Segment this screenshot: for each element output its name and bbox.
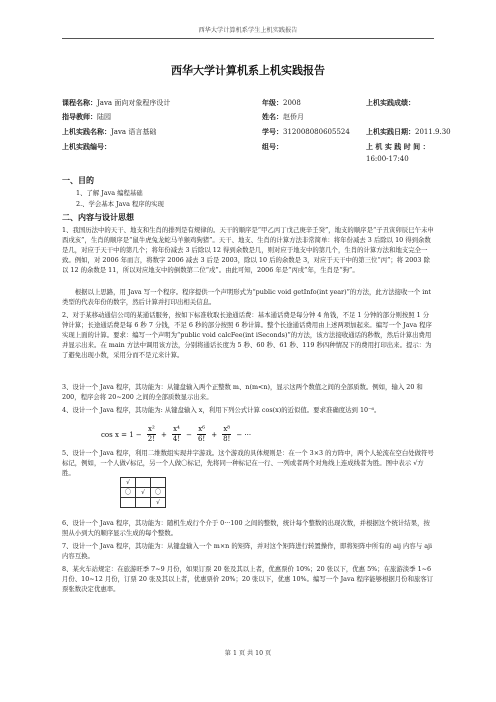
info-teacher: 指导教师：陆园 xyxy=(62,113,111,121)
task-6: 6、设计一个 Java 程序，其功能为：随机生成行个介于 0···100 之间的整数，统计每个整数的出现次数，并根据这个统计结果，按照从小到大的顺序显示生成的每个整数。 xyxy=(62,519,430,537)
tic-tac-toe-grid xyxy=(120,477,166,508)
info-date: 上机实践日期：2011.9.30 xyxy=(366,128,451,136)
section-title-content: 二、内容与设计思想 xyxy=(62,213,134,222)
running-header: 西华大学计算机系学生上机实践报告 xyxy=(62,26,434,39)
task-4: 4、设计一个 Java 程序，其功能为: 从键盘输入 x，利用下列公式计算 cos(x)的近似值。要求准确度达到 10⁻⁶。 xyxy=(62,406,381,414)
formula-tail: − ··· xyxy=(236,430,252,439)
grid-cell: 〇 xyxy=(121,488,136,498)
grid-cell: √ xyxy=(151,498,166,508)
grid-cell: √ xyxy=(121,478,136,488)
grid-cell: 〇 xyxy=(151,488,166,498)
formula-term: $\frac{\text{x⁶}}{6!}$ xyxy=(197,425,206,443)
info-practice-name: 上机实践名称：Java 语言基础 xyxy=(62,128,157,136)
grid-cell: √ xyxy=(136,488,151,498)
task-5: 5、设计一个 Java 程序，利用二维数组实现井字游戏。这个游戏的具体规则是：在一个 3×3 的方阵中，两个人轮流在空白处做符号标记，例如，一个人做√标记，另一个人做〇标记，先将同一种标记在一行、一列或者两个对角线上连成线者为胜。图中表示 √方胜。 xyxy=(62,449,434,477)
grid-cell xyxy=(136,478,151,488)
grid-cell xyxy=(121,498,136,508)
task-2: 2、对于某移动通信公司的某通话服务，按如下标准收取长途通话费：基本通话费是每分钟 4 角钱，不足 1 分钟的部分则按照 1 分钟计算；长途通话费是每 6 秒 7 分钱，不足 6 秒的部分按照 6 秒计算。整个长途通话费用由上述两项加起来。编写一个 Java 程序实现上面的计算。要求：编写一个声明为“public void calcFee(int iSeconds)”的方法，该方法接收通话的秒数，然后计算出费用并显示出来。在 main 方法中调用该方法，分别将通话长度为 5 秒、60 秒、61 秒、119 秒四种情况下的费用打印出来。提示：为了避免出现小数，采用分而不是元来计算。 xyxy=(62,311,432,359)
grid-cell xyxy=(151,478,166,488)
section-title-purpose: 一、目的 xyxy=(62,176,94,185)
info-practice-no: 上机实践编号： xyxy=(62,143,111,151)
purpose-item: 2.、学会基本 Java 程序的实现 xyxy=(76,200,164,208)
info-name: 姓名：赵侨月 xyxy=(262,113,304,121)
info-grade: 年级：2008 xyxy=(262,99,301,107)
task-1-requirement: 根据以上思路，用 Java 写一个程序。程序提供一个声明形式为“public void getInfo(int year)”的方法，此方法接收一个 int 类型的代表年份的数字，然后计算并打印出相关信息。 xyxy=(62,288,431,306)
cos-formula xyxy=(100,425,252,447)
formula-operator: + xyxy=(211,430,218,439)
info-time-label: 上 机 实 践 时 间 ： xyxy=(366,143,430,151)
task-7: 7、设计一个 Java 程序，其功能为：从键盘输入一个 m×n 的矩阵，并对这个矩阵进行转置操作，即将矩阵中所有的 aij 内容与 aji 内容互换。 xyxy=(62,542,433,560)
formula-operator: + xyxy=(161,430,167,439)
task-1: 1、我国历法中的天干、地支和生肖的排列是有规律的。天干的顺序是“甲乙丙丁戊己庚辛壬癸”，地支的顺序是“子丑寅卯辰巳午未申酉戌亥”，生肖的顺序是“鼠牛虎兔龙蛇马羊猴鸡狗猪”。天干、地支、生肖的计算方法非常简单：将年份减去 3 后除以 10 得到余数是几，对应于天干中的第几个；将年份减去 3 后除以 12 得到余数是几，则对应于地支中的第几个，生肖的计算方法和地支完全一致。例如，对 2006 年而言，将数字 2006 减去 3 后是 2003，除以 10 后的余数是 3，对应于天干中的第三位“丙”；将 2003 除以 12 的余数是 11，所以对应地支中的倒数第二位“戌”。由此可知，2006 年是“丙戌”年，生肖是“狗”。 xyxy=(62,226,434,274)
info-group: 组号： xyxy=(262,143,283,151)
task-8: 8、某火车站规定：在旅游旺季 7~9 月份，如果订票 20 张及其以上者，优惠票价 10%；20 张以下，优惠 5%；在旅游淡季 1~6 月份、10~12 月份，订票 20 张及其以上者，优惠票价 20%；20 张以下，优惠 10%。编写一个 Java 程序能够根据月份和旅客订票张数决定优惠率。 xyxy=(62,565,434,593)
task-3: 3、设计一个 Java 程序，其功能为：从键盘输入两个正整数 m、n(m<n)，显示这两个数值之间的全部质数。例如，输入 20 和 200，程序会将 20~200 之间的全部质数显示出来。 xyxy=(62,383,423,401)
formula-term: $\frac{\text{x²}}{2!}$ xyxy=(147,425,156,443)
page-footer: 第 1 页 共 10 页 xyxy=(224,650,272,657)
formula-operator: − xyxy=(186,430,192,439)
info-student-no: 学号：312008080605524 xyxy=(262,128,350,136)
info-time-value: 16:00-17:40 xyxy=(366,155,409,163)
purpose-item: 1、了解 Java 编程基础 xyxy=(76,189,143,197)
info-score: 上机实践成绩： xyxy=(366,99,415,107)
formula-lhs: cos x = 1 − xyxy=(101,430,142,439)
info-course: 课程名称：Java 面向对象程序设计 xyxy=(62,99,171,107)
formula-term: $\frac{\text{x⁸}}{8!}$ xyxy=(223,425,231,443)
document-title: 西华大学计算机系上机实践报告 xyxy=(171,64,325,77)
grid-cell xyxy=(136,498,151,508)
formula-term: $\frac{\text{x⁴}}{4!}$ xyxy=(172,425,181,443)
